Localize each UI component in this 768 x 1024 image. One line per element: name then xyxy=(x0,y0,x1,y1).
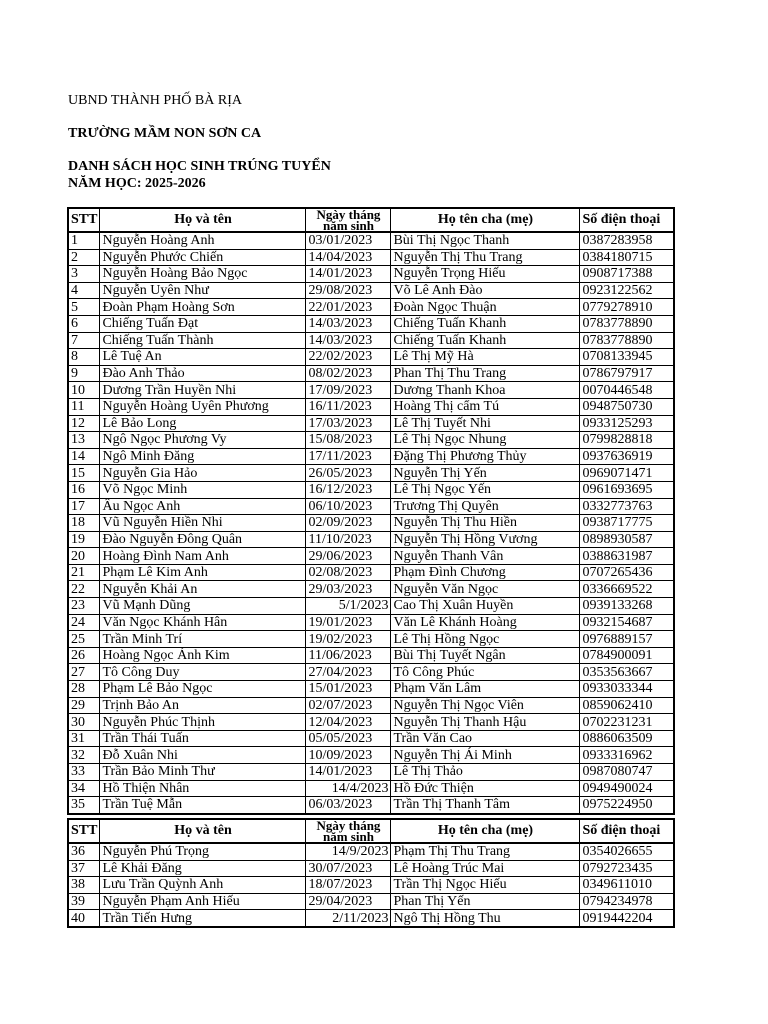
cell-phone: 0886063509 xyxy=(580,730,674,747)
cell-student-name: Lưu Trần Quỳnh Anh xyxy=(100,877,306,894)
cell-parent-name: Lê Thị Thảo xyxy=(391,764,580,781)
cell-phone: 0783778890 xyxy=(580,332,674,349)
cell-dob: 2/11/2023 xyxy=(306,910,391,927)
cell-phone: 0859062410 xyxy=(580,697,674,714)
cell-stt: 20 xyxy=(68,548,100,565)
cell-student-name: Trần Thái Tuấn xyxy=(100,730,306,747)
cell-stt: 11 xyxy=(68,398,100,415)
cell-phone: 0707265436 xyxy=(580,564,674,581)
cell-stt: 25 xyxy=(68,631,100,648)
cell-student-name: Vũ Mạnh Dũng xyxy=(100,598,306,615)
cell-parent-name: Văn Lê Khánh Hoàng xyxy=(391,614,580,631)
cell-phone: 0792723435 xyxy=(580,860,674,877)
cell-dob: 19/01/2023 xyxy=(306,614,391,631)
cell-stt: 28 xyxy=(68,681,100,698)
cell-dob: 18/07/2023 xyxy=(306,877,391,894)
cell-dob: 17/11/2023 xyxy=(306,448,391,465)
cell-student-name: Trần Tiến Hưng xyxy=(100,910,306,927)
cell-phone: 0354026655 xyxy=(580,843,674,860)
cell-parent-name: Trần Thị Thanh Tâm xyxy=(391,797,580,814)
cell-phone: 0919442204 xyxy=(580,910,674,927)
cell-parent-name: Phạm Đình Chương xyxy=(391,564,580,581)
cell-parent-name: Nguyễn Văn Ngọc xyxy=(391,581,580,598)
cell-student-name: Đỗ Xuân Nhi xyxy=(100,747,306,764)
cell-parent-name: Đoàn Ngọc Thuận xyxy=(391,299,580,316)
cell-parent-name: Nguyễn Thị Yến xyxy=(391,465,580,482)
cell-dob: 14/03/2023 xyxy=(306,332,391,349)
cell-parent-name: Nguyễn Thị Thu Trang xyxy=(391,249,580,266)
cell-student-name: Nguyễn Hoàng Uyên Phương xyxy=(100,398,306,415)
cell-dob: 06/10/2023 xyxy=(306,498,391,515)
col-header-name: Họ và tên xyxy=(100,208,306,232)
cell-phone: 0976889157 xyxy=(580,631,674,648)
table-row xyxy=(68,465,674,482)
cell-stt: 10 xyxy=(68,382,100,399)
cell-phone: 0332773763 xyxy=(580,498,674,515)
cell-dob: 16/12/2023 xyxy=(306,481,391,498)
cell-parent-name: Hồ Đức Thiện xyxy=(391,780,580,797)
col-header-parent: Họ tên cha (mẹ) xyxy=(391,208,580,232)
cell-dob: 14/04/2023 xyxy=(306,249,391,266)
cell-phone: 0938717775 xyxy=(580,515,674,532)
cell-phone: 0933125293 xyxy=(580,415,674,432)
cell-student-name: Đào Nguyễn Đông Quân xyxy=(100,531,306,548)
cell-stt: 27 xyxy=(68,664,100,681)
cell-stt: 22 xyxy=(68,581,100,598)
table-header-row xyxy=(68,819,674,843)
cell-dob: 11/10/2023 xyxy=(306,531,391,548)
cell-parent-name: Nguyễn Thị Hồng Vương xyxy=(391,531,580,548)
cell-phone: 0336669522 xyxy=(580,581,674,598)
col-header-dob-line2: năm sinh xyxy=(322,218,374,233)
cell-student-name: Nguyễn Phúc Thịnh xyxy=(100,714,306,731)
table-row xyxy=(68,315,674,332)
cell-phone: 0384180715 xyxy=(580,249,674,266)
cell-parent-name: Tô Công Phúc xyxy=(391,664,580,681)
cell-phone: 0784900091 xyxy=(580,647,674,664)
col-header-phone: Số điện thoại xyxy=(580,819,674,843)
document-title: DANH SÁCH HỌC SINH TRÚNG TUYỂN xyxy=(68,159,331,174)
table-row xyxy=(68,747,674,764)
cell-dob: 15/01/2023 xyxy=(306,681,391,698)
col-header-parent: Họ tên cha (mẹ) xyxy=(391,819,580,843)
cell-dob: 12/04/2023 xyxy=(306,714,391,731)
cell-parent-name: Nguyễn Trọng Hiếu xyxy=(391,266,580,283)
cell-parent-name: Trần Thị Ngọc Hiếu xyxy=(391,877,580,894)
cell-student-name: Nguyễn Hoàng Bảo Ngọc xyxy=(100,266,306,283)
cell-student-name: Phạm Lê Kim Anh xyxy=(100,564,306,581)
cell-stt: 38 xyxy=(68,877,100,894)
cell-student-name: Trần Minh Trí xyxy=(100,631,306,648)
cell-phone: 0937636919 xyxy=(580,448,674,465)
cell-stt: 12 xyxy=(68,415,100,432)
cell-phone: 0708133945 xyxy=(580,349,674,366)
cell-stt: 6 xyxy=(68,315,100,332)
cell-parent-name: Hoàng Thị cẩm Tú xyxy=(391,398,580,415)
cell-stt: 32 xyxy=(68,747,100,764)
table-row xyxy=(68,531,674,548)
cell-dob: 22/02/2023 xyxy=(306,349,391,366)
cell-parent-name: Nguyễn Thị Thanh Hậu xyxy=(391,714,580,731)
table-row xyxy=(68,697,674,714)
cell-phone: 0908717388 xyxy=(580,266,674,283)
table-row xyxy=(68,249,674,266)
cell-student-name: Lê Bảo Long xyxy=(100,415,306,432)
cell-phone: 0702231231 xyxy=(580,714,674,731)
cell-phone: 0799828818 xyxy=(580,432,674,449)
table-row xyxy=(68,877,674,894)
table-row xyxy=(68,910,674,927)
cell-student-name: Nguyễn Hoàng Anh xyxy=(100,232,306,249)
cell-stt: 29 xyxy=(68,697,100,714)
cell-phone: 0388631987 xyxy=(580,548,674,565)
cell-stt: 24 xyxy=(68,614,100,631)
cell-phone: 0783778890 xyxy=(580,315,674,332)
cell-dob: 19/02/2023 xyxy=(306,631,391,648)
cell-dob: 29/03/2023 xyxy=(306,581,391,598)
cell-parent-name: Trần Văn Cao xyxy=(391,730,580,747)
table-row xyxy=(68,764,674,781)
cell-dob: 29/08/2023 xyxy=(306,282,391,299)
col-header-stt: STT xyxy=(68,208,100,232)
cell-phone: 0939133268 xyxy=(580,598,674,615)
table-row xyxy=(68,415,674,432)
cell-dob: 05/05/2023 xyxy=(306,730,391,747)
table-row xyxy=(68,843,674,860)
cell-stt: 36 xyxy=(68,843,100,860)
cell-dob: 06/03/2023 xyxy=(306,797,391,814)
cell-dob: 02/07/2023 xyxy=(306,697,391,714)
cell-stt: 34 xyxy=(68,780,100,797)
table-row xyxy=(68,893,674,910)
table-row xyxy=(68,448,674,465)
cell-parent-name: Phạm Thị Thu Trang xyxy=(391,843,580,860)
cell-phone: 0933316962 xyxy=(580,747,674,764)
cell-student-name: Hoàng Ngọc Ánh Kim xyxy=(100,647,306,664)
cell-dob: 08/02/2023 xyxy=(306,365,391,382)
cell-phone: 0923122562 xyxy=(580,282,674,299)
cell-student-name: Võ Ngọc Minh xyxy=(100,481,306,498)
cell-stt: 8 xyxy=(68,349,100,366)
table-row xyxy=(68,631,674,648)
cell-stt: 2 xyxy=(68,249,100,266)
cell-student-name: Trịnh Bảo An xyxy=(100,697,306,714)
cell-student-name: Nguyễn Khải An xyxy=(100,581,306,598)
col-header-dob xyxy=(306,208,391,232)
cell-dob: 14/01/2023 xyxy=(306,266,391,283)
col-header-dob xyxy=(306,819,391,843)
cell-parent-name: Võ Lê Anh Đào xyxy=(391,282,580,299)
cell-phone: 0969071471 xyxy=(580,465,674,482)
cell-stt: 3 xyxy=(68,266,100,283)
col-header-dob-line1: Ngày tháng xyxy=(316,818,381,833)
cell-parent-name: Bùi Thị Ngọc Thanh xyxy=(391,232,580,249)
cell-parent-name: Đặng Thị Phương Thủy xyxy=(391,448,580,465)
cell-phone: 0794234978 xyxy=(580,893,674,910)
cell-parent-name: Lê Thị Hồng Ngọc xyxy=(391,631,580,648)
cell-student-name: Đoàn Phạm Hoàng Sơn xyxy=(100,299,306,316)
cell-student-name: Dương Trần Huyền Nhi xyxy=(100,382,306,399)
table-row xyxy=(68,581,674,598)
cell-phone: 0070446548 xyxy=(580,382,674,399)
cell-parent-name: Phan Thị Yến xyxy=(391,893,580,910)
cell-parent-name: Nguyễn Thị Ái Minh xyxy=(391,747,580,764)
cell-parent-name: Nguyễn Thị Thu Hiền xyxy=(391,515,580,532)
cell-dob: 14/03/2023 xyxy=(306,315,391,332)
cell-phone: 0961693695 xyxy=(580,481,674,498)
cell-dob: 15/08/2023 xyxy=(306,432,391,449)
cell-stt: 17 xyxy=(68,498,100,515)
table-row xyxy=(68,548,674,565)
cell-dob: 03/01/2023 xyxy=(306,232,391,249)
cell-phone: 0349611010 xyxy=(580,877,674,894)
cell-phone: 0949490024 xyxy=(580,780,674,797)
cell-student-name: Phạm Lê Bảo Ngọc xyxy=(100,681,306,698)
table-row xyxy=(68,515,674,532)
cell-parent-name: Lê Thị Ngọc Nhung xyxy=(391,432,580,449)
table-row xyxy=(68,681,674,698)
cell-stt: 4 xyxy=(68,282,100,299)
table-row xyxy=(68,564,674,581)
cell-phone: 0948750730 xyxy=(580,398,674,415)
table-row xyxy=(68,266,674,283)
cell-dob: 11/06/2023 xyxy=(306,647,391,664)
cell-parent-name: Phạm Văn Lâm xyxy=(391,681,580,698)
cell-dob: 29/06/2023 xyxy=(306,548,391,565)
cell-parent-name: Nguyễn Thị Ngọc Viên xyxy=(391,697,580,714)
cell-stt: 5 xyxy=(68,299,100,316)
cell-dob: 14/01/2023 xyxy=(306,764,391,781)
table-row xyxy=(68,365,674,382)
cell-student-name: Lê Tuệ An xyxy=(100,349,306,366)
cell-stt: 33 xyxy=(68,764,100,781)
cell-student-name: Chiếng Tuấn Thành xyxy=(100,332,306,349)
cell-dob: 16/11/2023 xyxy=(306,398,391,415)
cell-stt: 35 xyxy=(68,797,100,814)
cell-student-name: Hoàng Đình Nam Anh xyxy=(100,548,306,565)
cell-phone: 0779278910 xyxy=(580,299,674,316)
cell-parent-name: Chiếng Tuấn Khanh xyxy=(391,315,580,332)
cell-dob: 29/04/2023 xyxy=(306,893,391,910)
cell-stt: 19 xyxy=(68,531,100,548)
cell-parent-name: Chiếng Tuấn Khanh xyxy=(391,332,580,349)
cell-stt: 21 xyxy=(68,564,100,581)
cell-stt: 26 xyxy=(68,647,100,664)
cell-student-name: Hồ Thiện Nhân xyxy=(100,780,306,797)
cell-phone: 0387283958 xyxy=(580,232,674,249)
cell-student-name: Văn Ngọc Khánh Hân xyxy=(100,614,306,631)
cell-dob: 27/04/2023 xyxy=(306,664,391,681)
table-row xyxy=(68,349,674,366)
table-row xyxy=(68,598,674,615)
cell-dob: 02/09/2023 xyxy=(306,515,391,532)
cell-student-name: Nguyễn Gia Hảo xyxy=(100,465,306,482)
col-header-dob-line2: năm sinh xyxy=(322,829,374,844)
table-row xyxy=(68,432,674,449)
table-row xyxy=(68,498,674,515)
cell-student-name: Trần Bảo Minh Thư xyxy=(100,764,306,781)
cell-stt: 23 xyxy=(68,598,100,615)
table-row xyxy=(68,797,674,814)
cell-student-name: Ngô Ngọc Phương Vy xyxy=(100,432,306,449)
student-table-2 xyxy=(67,818,675,928)
cell-phone: 0786797917 xyxy=(580,365,674,382)
table-row xyxy=(68,860,674,877)
cell-parent-name: Cao Thị Xuân Huyền xyxy=(391,598,580,615)
cell-stt: 40 xyxy=(68,910,100,927)
cell-dob: 30/07/2023 xyxy=(306,860,391,877)
cell-stt: 14 xyxy=(68,448,100,465)
cell-stt: 39 xyxy=(68,893,100,910)
cell-stt: 31 xyxy=(68,730,100,747)
cell-stt: 15 xyxy=(68,465,100,482)
table-row xyxy=(68,614,674,631)
cell-parent-name: Lê Thị Ngọc Yến xyxy=(391,481,580,498)
cell-phone: 0933033344 xyxy=(580,681,674,698)
cell-student-name: Nguyễn Phú Trọng xyxy=(100,843,306,860)
cell-parent-name: Lê Thị Mỹ Hà xyxy=(391,349,580,366)
cell-stt: 9 xyxy=(68,365,100,382)
cell-stt: 18 xyxy=(68,515,100,532)
cell-parent-name: Ngô Thị Hồng Thu xyxy=(391,910,580,927)
cell-student-name: Tô Công Duy xyxy=(100,664,306,681)
cell-student-name: Ngô Minh Đăng xyxy=(100,448,306,465)
cell-stt: 37 xyxy=(68,860,100,877)
table-row xyxy=(68,398,674,415)
cell-dob: 14/4/2023 xyxy=(306,780,391,797)
cell-parent-name: Lê Thị Tuyết Nhi xyxy=(391,415,580,432)
cell-student-name: Nguyễn Phạm Anh Hiếu xyxy=(100,893,306,910)
student-table-1 xyxy=(67,207,675,815)
cell-phone: 0898930587 xyxy=(580,531,674,548)
cell-dob: 02/08/2023 xyxy=(306,564,391,581)
col-header-phone: Số điện thoại xyxy=(580,208,674,232)
table-row xyxy=(68,481,674,498)
cell-student-name: Nguyễn Uyên Như xyxy=(100,282,306,299)
cell-dob: 22/01/2023 xyxy=(306,299,391,316)
table-row xyxy=(68,714,674,731)
cell-phone: 0987080747 xyxy=(580,764,674,781)
table-row xyxy=(68,299,674,316)
cell-dob: 17/09/2023 xyxy=(306,382,391,399)
cell-student-name: Âu Ngọc Anh xyxy=(100,498,306,515)
cell-parent-name: Lê Hoàng Trúc Mai xyxy=(391,860,580,877)
school-year: NĂM HỌC: 2025-2026 xyxy=(68,176,206,191)
cell-stt: 7 xyxy=(68,332,100,349)
cell-student-name: Lê Khải Đăng xyxy=(100,860,306,877)
table-row xyxy=(68,664,674,681)
table-row xyxy=(68,332,674,349)
col-header-stt: STT xyxy=(68,819,100,843)
cell-student-name: Đào Anh Thảo xyxy=(100,365,306,382)
table-row xyxy=(68,730,674,747)
col-header-dob-line1: Ngày tháng xyxy=(316,207,381,222)
cell-phone: 0932154687 xyxy=(580,614,674,631)
cell-parent-name: Nguyễn Thanh Vân xyxy=(391,548,580,565)
table-row xyxy=(68,780,674,797)
cell-stt: 16 xyxy=(68,481,100,498)
table-row xyxy=(68,647,674,664)
cell-stt: 30 xyxy=(68,714,100,731)
cell-dob: 26/05/2023 xyxy=(306,465,391,482)
cell-dob: 10/09/2023 xyxy=(306,747,391,764)
col-header-name: Họ và tên xyxy=(100,819,306,843)
cell-student-name: Vũ Nguyễn Hiền Nhi xyxy=(100,515,306,532)
table-row xyxy=(68,382,674,399)
table-header-row xyxy=(68,208,674,232)
cell-parent-name: Trương Thị Quyên xyxy=(391,498,580,515)
table-row xyxy=(68,232,674,249)
cell-dob: 5/1/2023 xyxy=(306,598,391,615)
cell-dob: 17/03/2023 xyxy=(306,415,391,432)
cell-phone: 0975224950 xyxy=(580,797,674,814)
cell-dob: 14/9/2023 xyxy=(306,843,391,860)
table-row xyxy=(68,282,674,299)
cell-student-name: Nguyễn Phước Chiến xyxy=(100,249,306,266)
cell-parent-name: Phan Thị Thu Trang xyxy=(391,365,580,382)
cell-student-name: Trần Tuệ Mẫn xyxy=(100,797,306,814)
school-name: TRƯỜNG MẦM NON SƠN CA xyxy=(68,126,262,141)
cell-parent-name: Dương Thanh Khoa xyxy=(391,382,580,399)
cell-stt: 1 xyxy=(68,232,100,249)
authority-line: UBND THÀNH PHỐ BÀ RỊA xyxy=(68,93,242,108)
cell-stt: 13 xyxy=(68,432,100,449)
cell-phone: 0353563667 xyxy=(580,664,674,681)
cell-parent-name: Bùi Thị Tuyết Ngân xyxy=(391,647,580,664)
cell-student-name: Chiếng Tuấn Đạt xyxy=(100,315,306,332)
